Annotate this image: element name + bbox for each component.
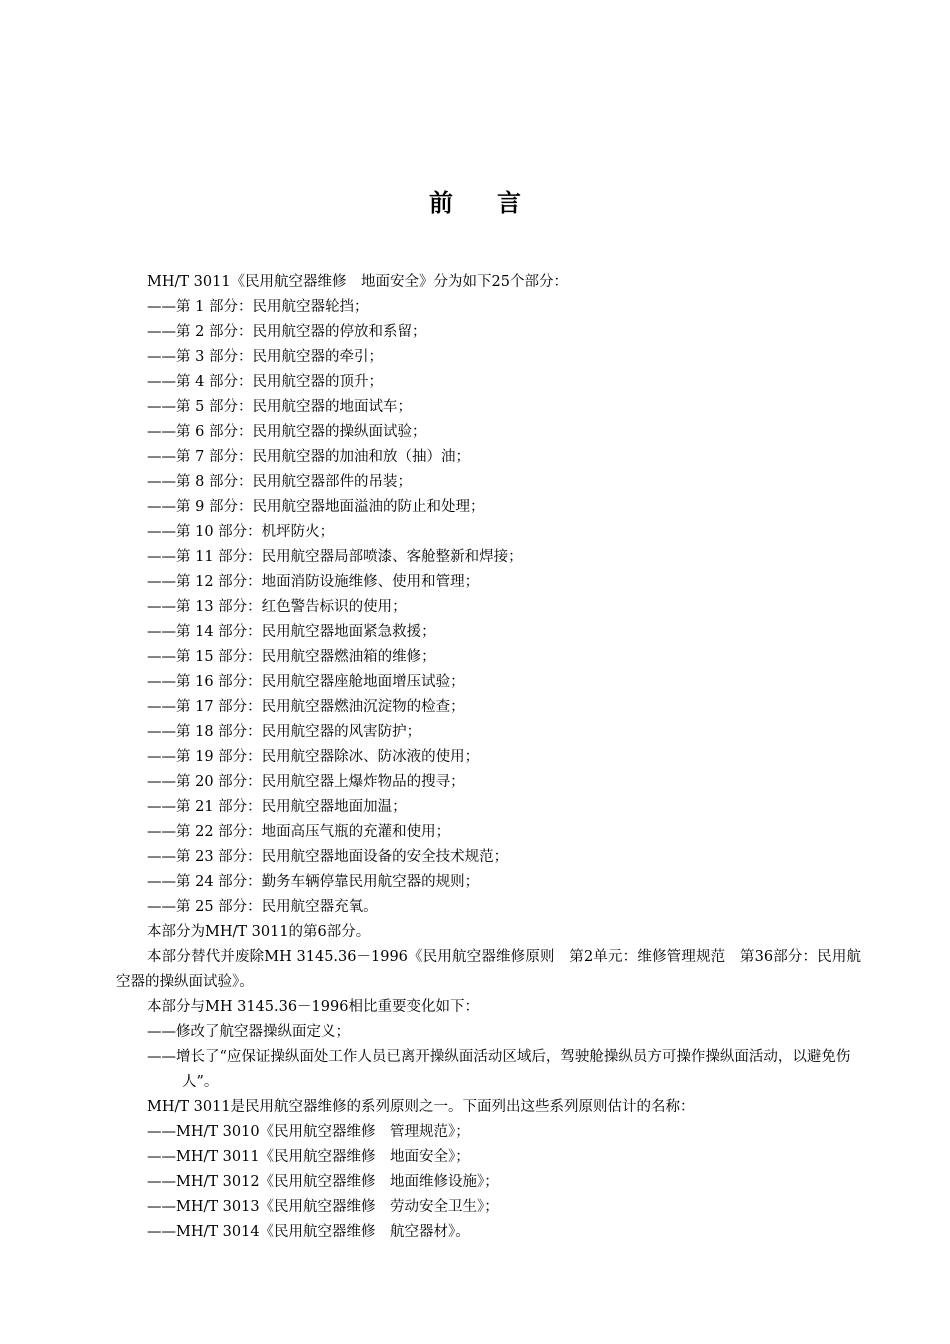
list-item: ——MH/T 3012《民用航空器维修 地面维修设施》； [147, 1174, 499, 1190]
list-item: ——第 9 部分：民用航空器地面溢油的防止和处理； [147, 499, 485, 515]
list-item: ——第 6 部分：民用航空器的操纵面试验； [147, 424, 427, 440]
list-item: ——第 18 部分：民用航空器的风害防护； [147, 724, 422, 740]
list-item: ——MH/T 3011《民用航空器维修 地面安全》； [147, 1149, 470, 1165]
page-title [0, 183, 950, 218]
list-item: ——第 20 部分：民用航空器上爆炸物品的搜寻； [147, 774, 465, 790]
list-item: ——第 5 部分：民用航空器的地面试车； [147, 399, 412, 415]
list-item: ——修改了航空器操纵面定义； [147, 1024, 350, 1040]
list-item: ——MH/T 3013《民用航空器维修 劳动安全卫生》； [147, 1199, 499, 1215]
document-body [116, 270, 861, 1245]
list-item: ——第 24 部分：勤务车辆停靠民用航空器的规则； [147, 874, 480, 890]
list-item: ——第 2 部分：民用航空器的停放和系留； [147, 324, 427, 340]
list-item: ——第 23 部分：民用航空器地面设备的安全技术规范； [147, 849, 509, 865]
list-item: ——MH/T 3010《民用航空器维修 管理规范》； [147, 1124, 470, 1140]
changes-intro-paragraph: 本部分与MH 3145.36－1996相比重要变化如下： [147, 999, 479, 1015]
list-item: ——第 17 部分：民用航空器燃油沉淀物的检查； [147, 699, 465, 715]
parts-list [116, 295, 861, 920]
list-item: ——第 8 部分：民用航空器部件的吊装； [147, 474, 412, 490]
list-item: ——MH/T 3014《民用航空器维修 航空器材》。 [147, 1224, 470, 1240]
list-item: ——第 1 部分：民用航空器轮挡； [147, 299, 369, 315]
list-item: ——第 13 部分：红色警告标识的使用； [147, 599, 407, 615]
this-part-paragraph: 本部分为MH/T 3011的第6部分。 [147, 924, 371, 940]
title-char-2: 言 [497, 188, 521, 217]
list-item: ——第 11 部分：民用航空器局部喷漆、客舱整新和焊接； [147, 549, 523, 565]
list-item: ——第 7 部分：民用航空器的加油和放（抽）油； [147, 449, 470, 465]
series-intro-paragraph: MH/T 3011是民用航空器维修的系列原则之一。下面列出这些系列原则估计的名称： [147, 1099, 695, 1115]
title-char-1: 前 [429, 188, 453, 217]
list-item: ——第 12 部分：地面消防设施维修、使用和管理； [147, 574, 480, 590]
changes-list [116, 1020, 861, 1095]
list-item: ——第 25 部分：民用航空器充氧。 [147, 899, 378, 915]
intro-paragraph: MH/T 3011《民用航空器维修 地面安全》分为如下25个部分： [147, 274, 569, 290]
list-item: ——第 21 部分：民用航空器地面加温； [147, 799, 407, 815]
series-list [116, 1120, 861, 1245]
list-item: ——第 4 部分：民用航空器的顶升； [147, 374, 383, 390]
replaces-paragraph: 本部分替代并废除MH 3145.36－1996《民用航空器维修原则 第2单元：维修管理规范 第36部分：民用航空器的操纵面试验》。 [116, 949, 861, 990]
list-item: ——增长了“应保证操纵面处工作人员已离开操纵面活动区域后，驾驶舱操纵员方可操作操纵面活动，以避免伤人”。 [147, 1049, 851, 1090]
list-item: ——第 16 部分：民用航空器座舱地面增压试验； [147, 674, 465, 690]
list-item: ——第 3 部分：民用航空器的牵引； [147, 349, 383, 365]
list-item: ——第 14 部分：民用航空器地面紧急救援； [147, 624, 436, 640]
list-item: ——第 15 部分：民用航空器燃油箱的维修； [147, 649, 436, 665]
list-item: ——第 22 部分：地面高压气瓶的充灌和使用； [147, 824, 451, 840]
list-item: ——第 10 部分：机坪防火； [147, 524, 335, 540]
list-item: ——第 19 部分：民用航空器除冰、防冰液的使用； [147, 749, 480, 765]
